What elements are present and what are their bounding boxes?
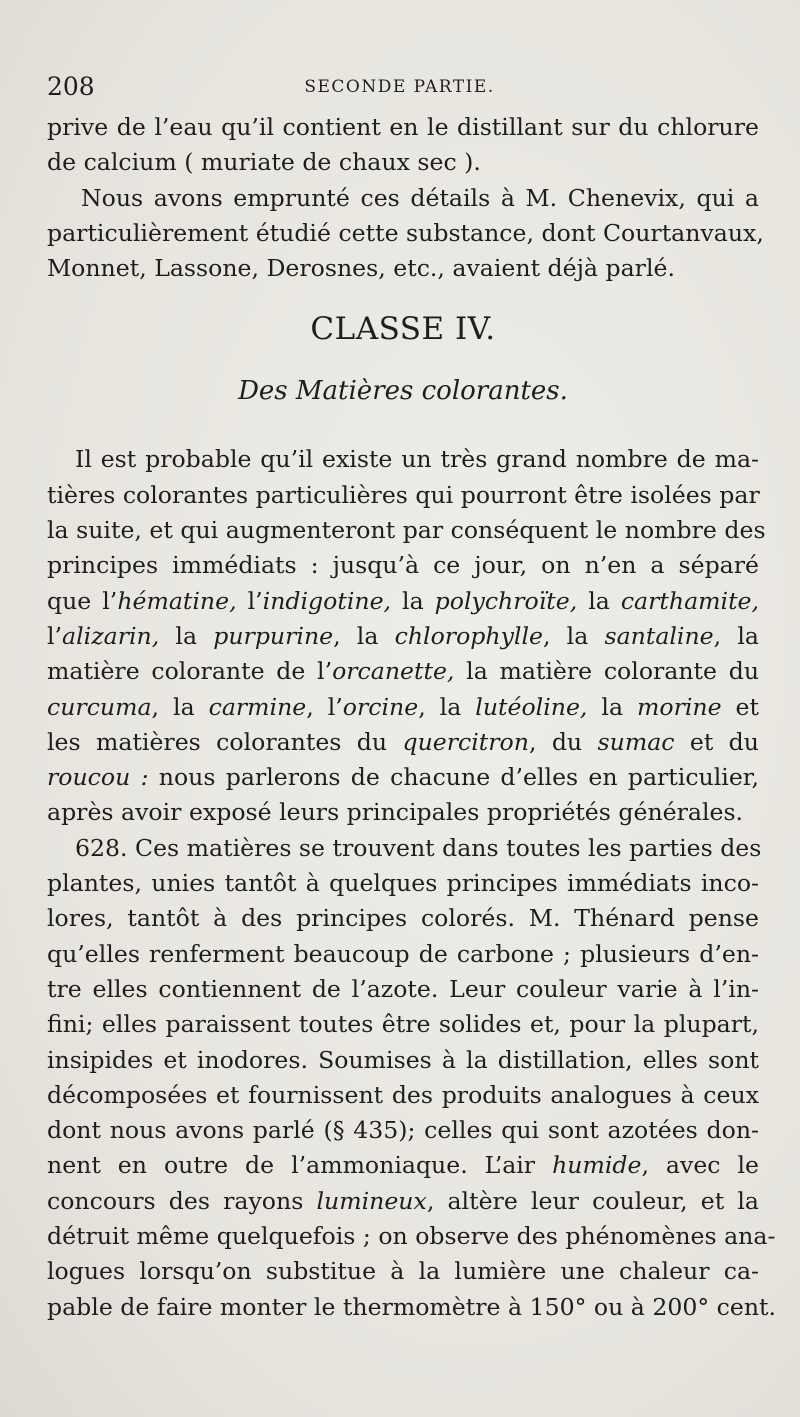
text-span: , la — [333, 621, 395, 650]
paragraph-1 — [47, 110, 759, 181]
page-header — [47, 72, 752, 106]
paragraph-2 — [47, 181, 764, 287]
text-line: Monnet, Lassone, Derosnes, etc., avaient déjà parlé. — [47, 254, 675, 283]
paragraph-4 — [47, 831, 777, 1325]
term-orcine: orcine — [342, 692, 419, 721]
text-line: tre elles contiennent de l’azote. Leur couleur varie à l’in- — [47, 974, 759, 1003]
text-line — [47, 442, 759, 477]
text-span: l’ — [47, 621, 63, 650]
text-span: , la — [542, 621, 605, 650]
text-span: Il est probable qu’il existe un très grand nombre de ma- — [75, 445, 759, 474]
paragraph-3 — [47, 442, 766, 830]
text-line: prive de l’eau qu’il contient en le distillant sur du chlorure — [47, 113, 759, 141]
text-line — [47, 831, 762, 866]
term-morine: morine — [637, 692, 722, 721]
term-hematine: hématine, — [117, 586, 237, 615]
term-humide: humide — [552, 1151, 642, 1180]
term-sumac: sumac — [597, 727, 675, 756]
text-span: la — [587, 692, 637, 721]
text-line: détruit même quelquefois ; on observe des phénomènes ana- — [47, 1222, 776, 1251]
text-span: , la — [151, 692, 209, 721]
term-quercitron: quercitron — [402, 727, 529, 756]
text-line — [47, 584, 759, 619]
text-span: concours des rayons — [47, 1186, 317, 1215]
term-purpurine: purpurine — [213, 621, 334, 650]
text-span: nent en outre de l’ammoniaque. L’air — [47, 1151, 553, 1180]
text-line — [47, 1148, 759, 1183]
term-curcuma: curcuma — [47, 692, 152, 721]
term-luteoline: lutéoline, — [475, 692, 588, 721]
text-line — [47, 654, 759, 689]
text-line: après avoir exposé leurs principales propriétés générales. — [47, 798, 744, 827]
text-span: les matières colorantes du — [47, 727, 403, 756]
text-line — [47, 619, 759, 654]
term-carthamite: carthamite, — [620, 586, 760, 615]
text-span: , du — [528, 727, 598, 756]
term-polychroite: polychroïte, — [434, 586, 578, 615]
term-alizarin: alizarin, — [62, 621, 160, 650]
text-span: , la — [713, 621, 759, 650]
text-line: logues lorsqu’on substitue à la lumière une chaleur ca- — [47, 1257, 759, 1286]
term-lumineux: lumineux — [316, 1186, 427, 1215]
text-span: l’ — [236, 586, 263, 615]
text-line: pable de faire monter le thermomètre à 150° ou à 200° cent. — [47, 1292, 777, 1321]
term-orcanette: orcanette, — [332, 657, 455, 686]
text-span: , avec le — [641, 1151, 759, 1180]
text-span: , altère leur couleur, et la — [426, 1186, 759, 1215]
page-number: 208 — [47, 72, 95, 101]
text-line — [47, 725, 759, 760]
text-line: dont nous avons parlé (§ 435); celles qui sont azotées don- — [47, 1116, 759, 1145]
text-line — [47, 181, 759, 216]
running-title: SECONDE PARTIE. — [304, 77, 495, 97]
term-chlorophylle: chlorophylle — [394, 621, 543, 650]
text-span: nous parlerons de chacune d’elles en particulier, — [148, 763, 759, 792]
term-indigotine: indigotine, — [262, 586, 392, 615]
term-roucou: roucou : — [47, 763, 149, 792]
text-line: qu’elles renferment beaucoup de carbone ; plusieurs d’en- — [47, 939, 759, 968]
term-carmine: carmine — [208, 692, 307, 721]
text-line: décomposées et fournissent des produits analogues à ceux — [47, 1080, 759, 1109]
text-span: la matière colorante du — [454, 657, 760, 686]
text-span: Nous avons emprunté ces détails à M. Chenevix, qui a — [81, 183, 759, 212]
text-line: particulièrement étudié cette substance, dont Courtanvaux, — [47, 218, 764, 247]
text-line — [47, 1184, 759, 1219]
text-span: et — [721, 692, 759, 721]
term-santaline: santaline — [604, 621, 714, 650]
text-span: que l’ — [47, 586, 118, 615]
text-line: principes immédiats : jusqu’à ce jour, on n’en a séparé — [47, 551, 759, 580]
text-line: lores, tantôt à des principes colorés. M. Thénard pense — [47, 904, 759, 933]
page-body — [47, 110, 777, 1325]
section-heading: CLASSE IV. — [310, 311, 496, 348]
text-line — [47, 760, 759, 795]
text-span: la — [159, 621, 214, 650]
text-line: plantes, unies tantôt à quelques principes immédiats inco- — [47, 869, 759, 898]
text-line: fini; elles paraissent toutes être solides et, pour la plupart, — [47, 1010, 759, 1039]
text-span: la — [391, 586, 435, 615]
text-span: , l’ — [306, 692, 343, 721]
text-span: la — [577, 586, 621, 615]
text-span: et du — [674, 727, 759, 756]
text-span: , la — [418, 692, 476, 721]
text-line: de calcium ( muriate de chaux sec ). — [47, 148, 481, 177]
text-line: tières colorantes particulières qui pourront être isolées par — [47, 480, 760, 509]
text-span: matière colorante de l’ — [47, 657, 333, 686]
text-line: la suite, et qui augmenteront par conséquent le nombre des — [47, 516, 766, 545]
text-line: insipides et inodores. Soumises à la distillation, elles sont — [47, 1045, 759, 1074]
text-line — [47, 690, 759, 725]
section-subtitle: Des Matières colorantes. — [238, 376, 568, 407]
text-span: 628. Ces matières se trouvent dans toutes les parties des — [75, 833, 762, 862]
